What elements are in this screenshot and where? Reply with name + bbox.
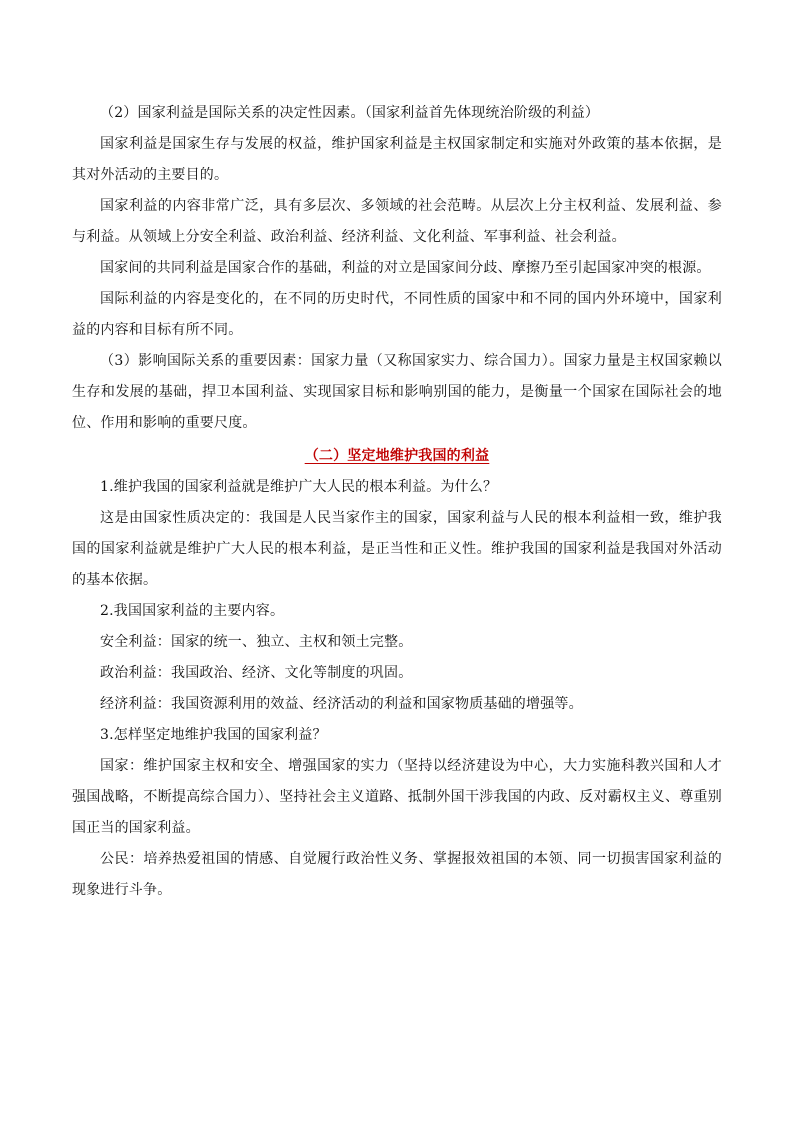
- paragraph-national-interest-scope: 国家利益的内容非常广泛，具有多层次、多领域的社会范畴。从层次上分主权利益、发展利益、参与利益。从领域上分安全利益、政治利益、经济利益、文化利益、军事利益、社会利益。: [72, 198, 722, 245]
- paragraph-national-power: （3）影响国际关系的重要因素：国家力量（又称国家实力、综合国力）。国家力量是主权国家赖以生存和发展的基础，捍卫本国利益、实现国家目标和影响别国的能力，是衡量一个国家在国际社会的地位、作用和影响的重要尺度。: [72, 353, 722, 431]
- answer-1: 这是由国家性质决定的：我国是人民当家作主的国家，国家利益与人民的根本利益相一致，维护我国的国家利益就是维护广大人民的根本利益，是正当性和正义性。维护我国的国家利益是我国对外活动的基本依据。: [72, 510, 722, 588]
- security-interest: 安全利益：国家的统一、独立、主权和领土完整。: [100, 634, 413, 650]
- document-body: [72, 98, 722, 906]
- paragraph-national-interest-decisive: （2）国家利益是国际关系的决定性因素。（国家利益首先体现统治阶级的利益）: [100, 105, 600, 121]
- state-measures: 国家：维护国家主权和安全、增强国家的实力（坚持以经济建设为中心，大力实施科教兴国和人才强国战略，不断提高综合国力）、坚持社会主义道路、抵制外国干涉我国的内政、反对霸权主义、尊重别国正当的国家利益。: [72, 758, 722, 836]
- paragraph-common-interest: 国家间的共同利益是国家合作的基础，利益的对立是国家间分歧、摩擦乃至引起国家冲突的根源。: [100, 260, 711, 276]
- paragraph-interest-changes: 国际利益的内容是变化的，在不同的历史时代，不同性质的国家中和不同的国内外环境中，国家利益的内容和目标有所不同。: [72, 291, 722, 338]
- question-3: 3.怎样坚定地维护我国的国家利益？: [100, 727, 327, 743]
- political-interest: 政治利益：我国政治、经济、文化等制度的巩固。: [100, 665, 413, 681]
- paragraph-national-interest-definition: 国家利益是国家生存与发展的权益，维护国家利益是主权国家制定和实施对外政策的基本依据，是其对外活动的主要目的。: [72, 136, 722, 183]
- citizen-measures: 公民：培养热爱祖国的情感、自觉履行政治性义务、掌握报效祖国的本领、同一切损害国家利益的现象进行斗争。: [72, 851, 722, 898]
- section-heading: （二）坚定地维护我国的利益: [304, 448, 490, 464]
- question-2: 2.我国国家利益的主要内容。: [100, 603, 285, 619]
- economic-interest: 经济利益：我国资源利用的效益、经济活动的利益和国家物质基础的增强等。: [100, 696, 583, 712]
- question-1: 1.维护我国的国家利益就是维护广大人民的根本利益。为什么？: [100, 479, 498, 495]
- section-heading-wrap: [72, 439, 722, 472]
